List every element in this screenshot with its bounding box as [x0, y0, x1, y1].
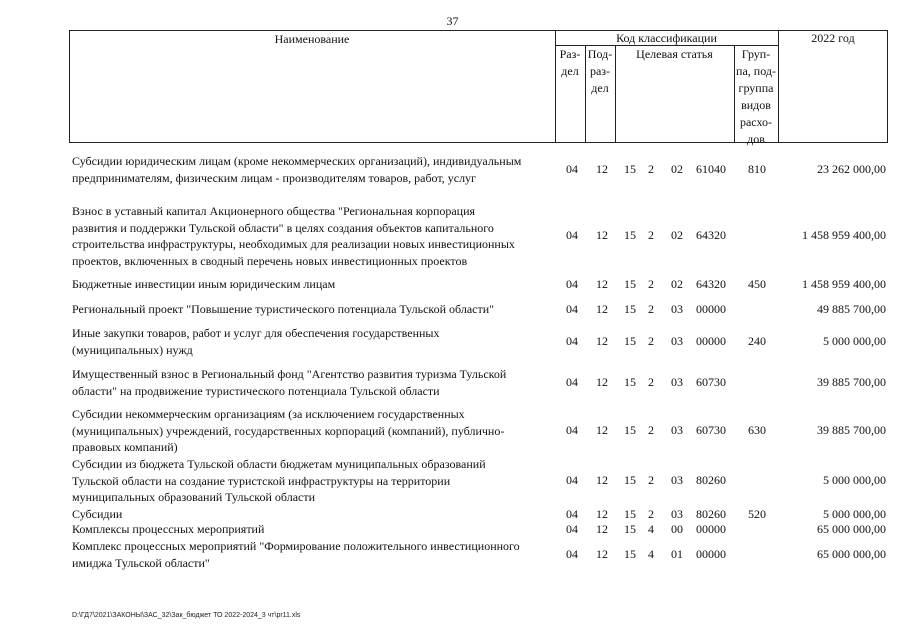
row-target-program: 15 — [624, 522, 636, 536]
row-subsection: 12 — [596, 507, 608, 521]
row-target-type: 4 — [648, 547, 654, 561]
row-target-sub: 03 — [671, 473, 683, 487]
row-subsection: 12 — [596, 302, 608, 316]
row-name: Комплексы процессных мероприятий — [72, 522, 265, 536]
row-section: 04 — [566, 228, 578, 242]
row-section: 04 — [566, 334, 578, 348]
row-section: 04 — [566, 507, 578, 521]
row-target-sub: 03 — [671, 423, 683, 437]
row-section: 04 — [566, 522, 578, 536]
row-target-type: 2 — [648, 375, 654, 389]
row-name: Субсидии некоммерческим организациям (за исключением государственных (муниципальных) учреждений, государственных корпораций (компаний), публично- правовых компаний) — [72, 407, 505, 454]
row-section: 04 — [566, 423, 578, 437]
row-name: Имущественный взнос в Региональный фонд "Агентство развития туризма Тульской области" на продвижение туристического потенциала Тульской области — [72, 367, 507, 398]
row-target-type: 2 — [648, 162, 654, 176]
row-subsection: 12 — [596, 162, 608, 176]
row-target-program: 15 — [624, 334, 636, 348]
header-name: Наименование — [274, 32, 350, 46]
row-amount: 65 000 000,00 — [817, 522, 886, 536]
header-code: Код классификации — [616, 31, 717, 45]
row-target-sub: 03 — [671, 507, 683, 521]
row-section: 04 — [566, 277, 578, 291]
row-subsection: 12 — [596, 228, 608, 242]
row-target-program: 15 — [624, 302, 636, 316]
row-subsection: 12 — [596, 277, 608, 291]
row-subsection: 12 — [596, 423, 608, 437]
row-target-direction: 00000 — [696, 547, 726, 561]
row-target-type: 2 — [648, 507, 654, 521]
header-year: 2022 год — [811, 31, 855, 45]
row-target-direction: 60730 — [696, 423, 726, 437]
row-target-type: 2 — [648, 228, 654, 242]
row-target-type: 2 — [648, 473, 654, 487]
row-target-type: 2 — [648, 423, 654, 437]
row-target-direction: 00000 — [696, 302, 726, 316]
row-expense-type: 240 — [748, 334, 766, 348]
row-section: 04 — [566, 302, 578, 316]
row-target-program: 15 — [624, 423, 636, 437]
row-name: Комплекс процессных мероприятий "Формирование положительного инвестиционного имиджа Тульской области" — [72, 539, 520, 570]
header-section: Раз- дел — [559, 47, 581, 78]
row-target-direction: 00000 — [696, 334, 726, 348]
row-name: Субсидии — [72, 507, 123, 521]
row-target-sub: 03 — [671, 375, 683, 389]
row-target-direction: 64320 — [696, 228, 726, 242]
row-amount: 5 000 000,00 — [823, 334, 886, 348]
row-section: 04 — [566, 547, 578, 561]
row-amount: 1 458 959 400,00 — [802, 277, 886, 291]
row-amount: 65 000 000,00 — [817, 547, 886, 561]
row-name: Бюджетные инвестиции иным юридическим лицам — [72, 277, 336, 291]
row-name: Региональный проект "Повышение туристического потенциала Тульской области" — [72, 302, 495, 316]
row-target-direction: 60730 — [696, 375, 726, 389]
row-section: 04 — [566, 473, 578, 487]
row-amount: 23 262 000,00 — [817, 162, 886, 176]
row-amount: 49 885 700,00 — [817, 302, 886, 316]
row-target-direction: 64320 — [696, 277, 726, 291]
row-subsection: 12 — [596, 547, 608, 561]
row-subsection: 12 — [596, 334, 608, 348]
row-amount: 39 885 700,00 — [817, 423, 886, 437]
row-target-direction: 80260 — [696, 507, 726, 521]
row-target-sub: 02 — [671, 277, 683, 291]
header-subsection: Под- раз- дел — [587, 47, 613, 95]
row-amount: 39 885 700,00 — [817, 375, 886, 389]
row-target-sub: 02 — [671, 228, 683, 242]
row-name: Иные закупки товаров, работ и услуг для обеспечения государственных (муниципальных) нужд — [72, 326, 440, 357]
row-expense-type: 630 — [748, 423, 766, 437]
row-target-type: 2 — [648, 334, 654, 348]
row-target-type: 4 — [648, 522, 654, 536]
row-target-program: 15 — [624, 375, 636, 389]
row-target-direction: 80260 — [696, 473, 726, 487]
page-number: 37 — [446, 14, 459, 28]
header-expense-group: Груп- па, под- группа видов расхо- дов — [736, 47, 776, 146]
row-section: 04 — [566, 375, 578, 389]
row-target-sub: 03 — [671, 302, 683, 316]
row-target-program: 15 — [624, 507, 636, 521]
row-target-program: 15 — [624, 473, 636, 487]
row-subsection: 12 — [596, 473, 608, 487]
row-target-direction: 00000 — [696, 522, 726, 536]
row-target-sub: 00 — [671, 522, 683, 536]
row-amount: 5 000 000,00 — [823, 473, 886, 487]
row-target-type: 2 — [648, 302, 654, 316]
row-target-type: 2 — [648, 277, 654, 291]
row-target-program: 15 — [624, 277, 636, 291]
header-target-article: Целевая статья — [636, 47, 713, 61]
row-target-sub: 02 — [671, 162, 683, 176]
row-target-direction: 61040 — [696, 162, 726, 176]
row-name: Субсидии юридическим лицам (кроме некоммерческих организаций), индивидуальным предпринимателям, физическим лицам - производителям товаров, работ, услуг — [72, 154, 522, 185]
row-subsection: 12 — [596, 375, 608, 389]
row-expense-type: 450 — [748, 277, 766, 291]
row-target-sub: 03 — [671, 334, 683, 348]
row-expense-type: 810 — [748, 162, 766, 176]
row-subsection: 12 — [596, 522, 608, 536]
row-target-program: 15 — [624, 228, 636, 242]
row-target-program: 15 — [624, 547, 636, 561]
row-name: Субсидии из бюджета Тульской области бюджетам муниципальных образований Тульской области на создание туристской инфраструктуры на территории муниципальных образований Тульской области — [72, 457, 486, 504]
row-target-sub: 01 — [671, 547, 683, 561]
row-section: 04 — [566, 162, 578, 176]
row-target-program: 15 — [624, 162, 636, 176]
row-expense-type: 520 — [748, 507, 766, 521]
row-name: Взнос в уставный капитал Акционерного общества "Региональная корпорация развития и поддержки Тульской области" в целях создания объектов капитального строительства инфраструктуры, необходимых для реализации новых инвестиционных проектов, включенных в сводный перечень новых инвестиционных проектов — [72, 204, 515, 268]
file-path-footer: D:\ГД7\2021\ЗАКОНЫ\ЗАС_32\Зак_бюджет ТО 2022-2024_3 чт\pr11.xls — [72, 612, 301, 619]
row-amount: 5 000 000,00 — [823, 507, 886, 521]
row-amount: 1 458 959 400,00 — [802, 228, 886, 242]
